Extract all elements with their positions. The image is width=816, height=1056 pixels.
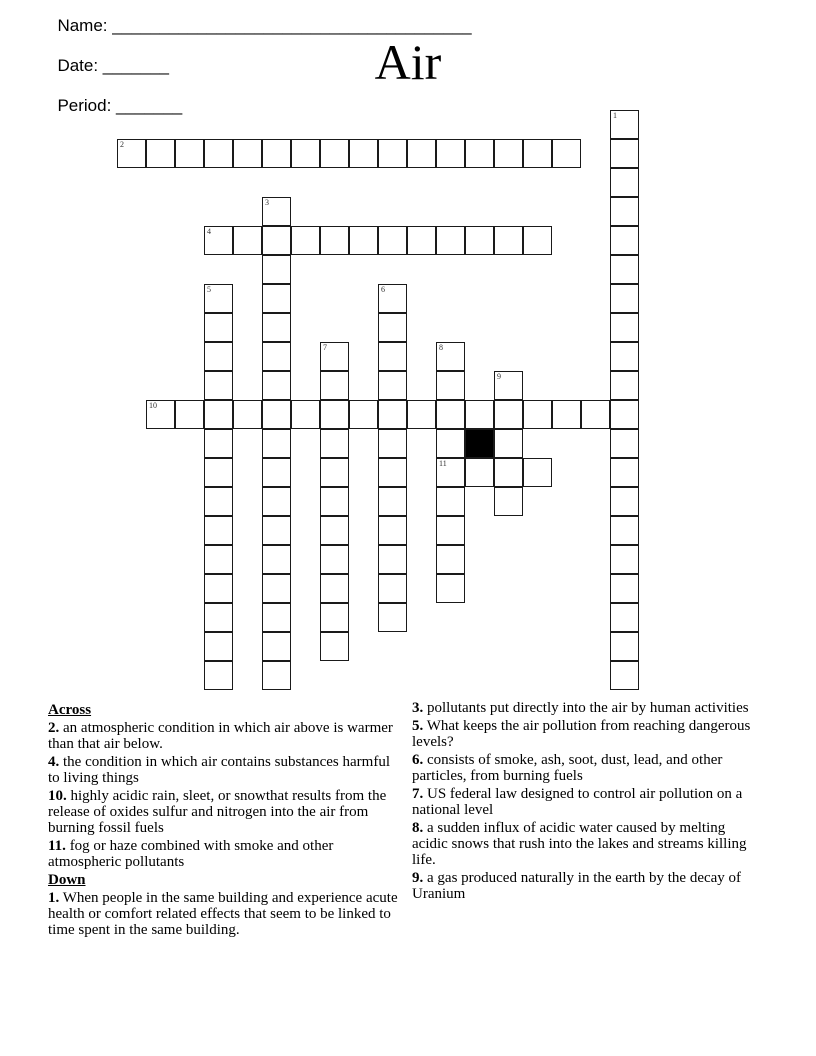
grid-cell[interactable] <box>262 574 291 603</box>
grid-cell[interactable] <box>378 487 407 516</box>
grid-cell[interactable] <box>320 226 349 255</box>
grid-cell[interactable] <box>436 487 465 516</box>
grid-cell[interactable] <box>378 603 407 632</box>
crossword-grid <box>117 110 639 690</box>
grid-cell[interactable] <box>610 603 639 632</box>
grid-cell[interactable] <box>436 371 465 400</box>
grid-cell[interactable] <box>610 458 639 487</box>
grid-cell[interactable] <box>262 371 291 400</box>
grid-cell[interactable] <box>610 110 639 139</box>
grid-cell[interactable] <box>262 226 291 255</box>
grid-cell[interactable] <box>494 429 523 458</box>
grid-cell[interactable] <box>233 400 262 429</box>
grid-cell[interactable] <box>204 487 233 516</box>
grid-cell[interactable] <box>262 661 291 690</box>
grid-cell[interactable] <box>320 487 349 516</box>
grid-cell[interactable] <box>494 226 523 255</box>
grid-cell[interactable] <box>204 342 233 371</box>
clue-number-label: 10 <box>149 401 157 410</box>
grid-cell[interactable] <box>320 516 349 545</box>
grid-cell[interactable] <box>204 632 233 661</box>
grid-cell[interactable] <box>204 545 233 574</box>
grid-cell[interactable] <box>610 139 639 168</box>
grid-cell[interactable] <box>494 139 523 168</box>
grid-cell[interactable] <box>262 545 291 574</box>
grid-cell[interactable] <box>436 458 465 487</box>
clue-text: an atmospheric condition in which air above is warmer than that air below. <box>48 720 393 752</box>
grid-cell[interactable] <box>552 400 581 429</box>
grid-cell[interactable] <box>262 603 291 632</box>
clue-text: a sudden influx of acidic water caused by melting acidic snows that rush into the lakes and streams killing life. <box>412 820 747 868</box>
grid-cell[interactable] <box>436 139 465 168</box>
grid-cell[interactable] <box>320 342 349 371</box>
grid-cell[interactable] <box>436 429 465 458</box>
grid-cell[interactable] <box>407 226 436 255</box>
clue-text: When people in the same building and experience acute health or comfort related effects that seem to be linked to time spent in the same building. <box>48 890 398 938</box>
down-heading: Down <box>48 872 86 888</box>
grid-cell[interactable] <box>204 139 233 168</box>
grid-cell[interactable] <box>378 429 407 458</box>
clue-number: 10. <box>48 788 67 804</box>
grid-cell[interactable] <box>407 139 436 168</box>
clue-number-label: 2 <box>120 140 124 149</box>
clue-down-3 <box>412 700 762 716</box>
clue-number: 5. <box>412 718 424 734</box>
grid-cell[interactable] <box>465 458 494 487</box>
grid-cell[interactable] <box>204 661 233 690</box>
grid-cell[interactable] <box>610 226 639 255</box>
grid-cell[interactable] <box>349 139 378 168</box>
grid-cell[interactable] <box>378 139 407 168</box>
clue-number: 4. <box>48 754 60 770</box>
grid-cell[interactable] <box>436 545 465 574</box>
grid-cell[interactable] <box>204 400 233 429</box>
grid-cell[interactable] <box>204 371 233 400</box>
grid-cell[interactable] <box>610 632 639 661</box>
grid-cell[interactable] <box>465 139 494 168</box>
grid-cell[interactable] <box>262 197 291 226</box>
clue-down-1 <box>48 890 400 938</box>
grid-cell[interactable] <box>204 429 233 458</box>
grid-cell[interactable] <box>610 400 639 429</box>
grid-cell[interactable] <box>523 139 552 168</box>
across-heading: Across <box>48 702 92 718</box>
grid-cell[interactable] <box>204 516 233 545</box>
grid-cell[interactable] <box>523 400 552 429</box>
grid-cell[interactable] <box>378 516 407 545</box>
page-title: Air <box>374 34 442 90</box>
grid-cell[interactable] <box>262 458 291 487</box>
clue-number-label: 4 <box>207 227 211 236</box>
grid-cell[interactable] <box>291 226 320 255</box>
grid-cell[interactable] <box>465 400 494 429</box>
grid-cell[interactable] <box>146 139 175 168</box>
grid-cell[interactable] <box>262 516 291 545</box>
grid-cell[interactable] <box>610 487 639 516</box>
grid-cell[interactable] <box>291 139 320 168</box>
grid-cell[interactable] <box>320 632 349 661</box>
clue-text: consists of smoke, ash, soot, dust, lead, and other particles, from burning fuels <box>412 752 723 784</box>
grid-cell[interactable] <box>378 284 407 313</box>
clues-column-left <box>48 700 400 940</box>
clue-across-2 <box>48 720 400 752</box>
grid-cell[interactable] <box>320 371 349 400</box>
grid-cell[interactable] <box>117 139 146 168</box>
clue-down-5 <box>412 718 762 750</box>
grid-cell[interactable] <box>262 342 291 371</box>
grid-cell[interactable] <box>610 313 639 342</box>
clue-down-6 <box>412 752 762 784</box>
grid-cell[interactable] <box>610 661 639 690</box>
grid-cell[interactable] <box>378 313 407 342</box>
clue-number: 2. <box>48 720 60 736</box>
grid-cell[interactable] <box>378 545 407 574</box>
clue-number: 6. <box>412 752 424 768</box>
clue-down-7 <box>412 786 762 818</box>
clue-number: 9. <box>412 870 424 886</box>
grid-cell[interactable] <box>146 400 175 429</box>
clue-text: a gas produced naturally in the earth by the decay of Uranium <box>412 870 742 902</box>
clue-down-8 <box>412 820 762 868</box>
grid-cell[interactable] <box>262 255 291 284</box>
grid-cell[interactable] <box>436 226 465 255</box>
grid-cell[interactable] <box>349 400 378 429</box>
grid-cell[interactable] <box>320 429 349 458</box>
grid-cell[interactable] <box>204 284 233 313</box>
grid-cell[interactable] <box>610 429 639 458</box>
grid-cell[interactable] <box>610 255 639 284</box>
grid-cell[interactable] <box>262 313 291 342</box>
clue-text: What keeps the air pollution from reaching dangerous levels? <box>412 718 751 750</box>
clue-number-label: 8 <box>439 343 443 352</box>
grid-cell[interactable] <box>610 545 639 574</box>
grid-cell[interactable] <box>204 603 233 632</box>
grid-cell[interactable] <box>320 400 349 429</box>
grid-cell[interactable] <box>610 197 639 226</box>
grid-cell[interactable] <box>378 371 407 400</box>
grid-cell[interactable] <box>262 284 291 313</box>
clue-number-label: 6 <box>381 285 385 294</box>
grid-cell[interactable] <box>378 574 407 603</box>
grid-cell[interactable] <box>494 400 523 429</box>
grid-cell[interactable] <box>610 284 639 313</box>
grid-cell[interactable] <box>494 458 523 487</box>
grid-cell[interactable] <box>291 400 320 429</box>
grid-cell[interactable] <box>320 574 349 603</box>
grid-cell[interactable] <box>320 458 349 487</box>
grid-cell[interactable] <box>378 458 407 487</box>
grid-cell[interactable] <box>610 168 639 197</box>
grid-cell[interactable] <box>262 429 291 458</box>
clue-number-label: 1 <box>613 111 617 120</box>
clue-number-label: 5 <box>207 285 211 294</box>
clue-number: 8. <box>412 820 424 836</box>
grid-cell[interactable] <box>552 139 581 168</box>
grid-cell[interactable] <box>204 313 233 342</box>
grid-cell[interactable] <box>610 574 639 603</box>
grid-cell[interactable] <box>407 400 436 429</box>
grid-cell[interactable] <box>523 458 552 487</box>
grid-cell[interactable] <box>320 545 349 574</box>
grid-cell[interactable] <box>610 371 639 400</box>
grid-cell[interactable] <box>204 226 233 255</box>
grid-cell[interactable] <box>610 342 639 371</box>
grid-cell[interactable] <box>175 400 204 429</box>
grid-cell[interactable] <box>262 400 291 429</box>
grid-cell[interactable] <box>378 226 407 255</box>
clue-number: 7. <box>412 786 424 802</box>
grid-cell[interactable] <box>378 400 407 429</box>
grid-cell[interactable] <box>175 139 204 168</box>
grid-cell[interactable] <box>436 574 465 603</box>
grid-cell[interactable] <box>320 603 349 632</box>
clue-number-label: 11 <box>439 459 447 468</box>
period-field-label: Period: _______ <box>57 96 183 115</box>
clue-number-label: 3 <box>265 198 269 207</box>
clue-across-11 <box>48 838 400 870</box>
date-field-label: Date: _______ <box>57 56 169 75</box>
grid-cell[interactable] <box>349 226 378 255</box>
grid-cell[interactable] <box>494 487 523 516</box>
grid-cell[interactable] <box>233 226 262 255</box>
black-cell <box>465 429 494 458</box>
grid-cell[interactable] <box>233 139 262 168</box>
grid-cell[interactable] <box>204 574 233 603</box>
grid-cell[interactable] <box>610 516 639 545</box>
clues-column-right <box>412 700 762 904</box>
grid-cell[interactable] <box>436 342 465 371</box>
clue-text: US federal law designed to control air pollution on a national level <box>412 786 743 818</box>
grid-cell[interactable] <box>581 400 610 429</box>
clue-number-label: 7 <box>323 343 327 352</box>
grid-cell[interactable] <box>436 516 465 545</box>
grid-cell[interactable] <box>262 139 291 168</box>
grid-cell[interactable] <box>262 487 291 516</box>
grid-cell[interactable] <box>465 226 494 255</box>
clue-number: 1. <box>48 890 60 906</box>
clue-text: pollutants put directly into the air by human activities <box>427 700 749 716</box>
grid-cell[interactable] <box>204 458 233 487</box>
clue-across-4 <box>48 754 400 786</box>
grid-cell[interactable] <box>378 342 407 371</box>
grid-cell[interactable] <box>262 632 291 661</box>
clue-across-10 <box>48 788 400 836</box>
clue-down-9 <box>412 870 762 902</box>
name-field-label: Name: ______________________________________ <box>57 16 472 35</box>
grid-cell[interactable] <box>436 400 465 429</box>
clue-number: 11. <box>48 838 66 854</box>
grid-cell[interactable] <box>494 371 523 400</box>
grid-cell[interactable] <box>320 139 349 168</box>
clue-number: 3. <box>412 700 424 716</box>
grid-cell[interactable] <box>523 226 552 255</box>
clue-text: highly acidic rain, sleet, or snowthat results from the release of oxides sulfur and nitrogen into the air from burning fossil fuels <box>48 788 387 836</box>
clue-text: the condition in which air contains substances harmful to living things <box>48 754 391 786</box>
clue-number-label: 9 <box>497 372 501 381</box>
clue-text: fog or haze combined with smoke and other atmospheric pollutants <box>48 838 334 870</box>
